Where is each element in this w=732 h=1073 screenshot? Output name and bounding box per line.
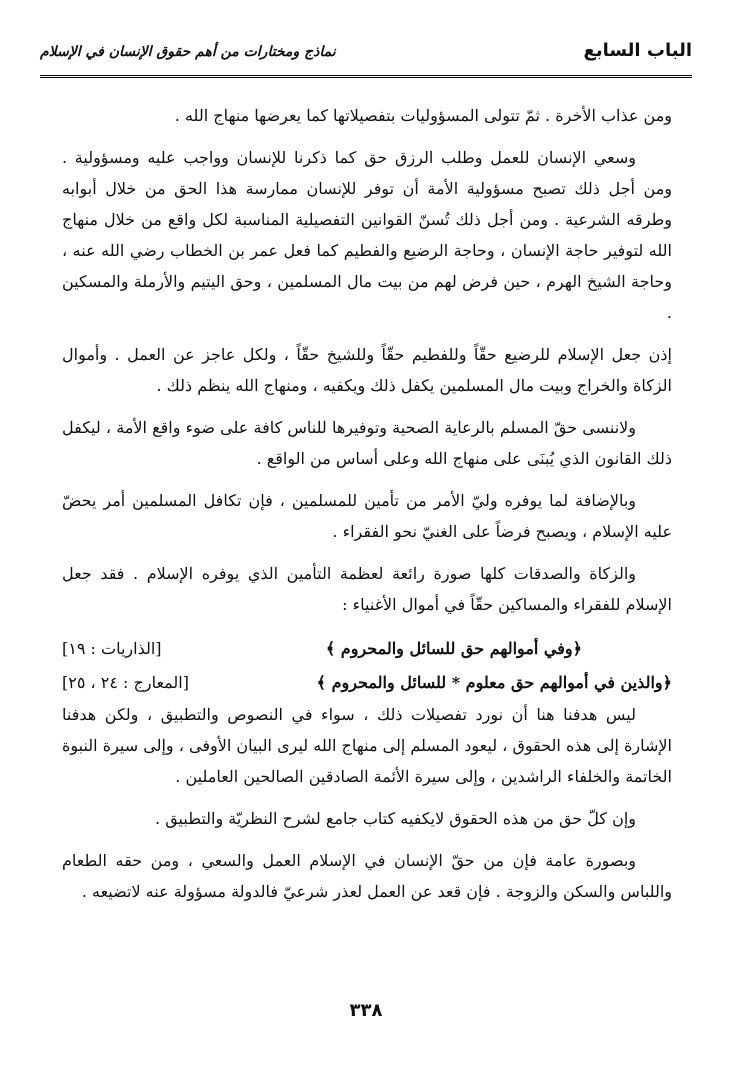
quran-verse [62, 665, 672, 699]
page-number: ٣٣٨ [349, 1000, 383, 1021]
paragraph: وبالإضافة لما يوفره وليّ الأمر من تأمين للمسلمين ، فإن تكافل المسلمين أمر يحضّ عليه الإسلام ، ويصبح فرضاً على الغنيّ نحو الفقراء . [62, 491, 672, 541]
header-divider [40, 75, 692, 78]
verse-reference: [المعارج : ٢٤ ، ٢٥] [62, 672, 189, 692]
verse-text: ﴿وفي أموالهم حق للسائل والمحروم ﴾ [325, 638, 582, 658]
paragraph: إذن جعل الإسلام للرضيع حقّاً وللفطيم حقّاً وللشيخ حقّاً ، ولكل عاجز عن العمل . وأموال الزكاة والخراج وبيت مال المسلمين يكفل ذلك ويكفيه ، ومنهاج الله ينظم ذلك . [62, 345, 672, 395]
quran-verse [62, 631, 672, 665]
header-title: نماذج ومختارات من أهم حقوق الإنسان في الإسلام [40, 44, 336, 60]
page-body [62, 100, 672, 918]
paragraph: ليس هدفنا هنا أن نورد تفصيلات ذلك ، سواء في النصوص والتطبيق ، ولكن هدفنا الإشارة إلى هذه الحقوق ، ليعود المسلم إلى منهاج الله ليرى البيان الأوفى ، وإلى سيرة النبوة الخاتمة والخلفاء الراشدين ، وإلى سيرة الأئمة الصادقين الصالحين العاملين . [62, 705, 672, 786]
running-header [40, 38, 692, 78]
paragraph: والزكاة والصدقات كلها صورة رائعة لعظمة التأمين الذي يوفره الإسلام . فقد جعل الإسلام للفقراء والمساكين حقّاً في أموال الأغنياء : [62, 564, 672, 614]
paragraph: وبصورة عامة فإن من حقّ الإنسان في الإسلام العمل والسعي ، ومن حقه الطعام واللباس والسكن والزوجة . فإن قعد عن العمل لعذر شرعيّ فالدولة مسؤولة عنه لاتضيعه . [62, 851, 672, 901]
verse-text: ﴿والذين في أموالهم حق معلوم * للسائل والمحروم ﴾ [316, 672, 672, 692]
paragraph: وسعي الإنسان للعمل وطلب الرزق حق كما ذكرنا للإنسان وواجب عليه ومسؤولية . ومن أجل ذلك تصبح مسؤولية الأمة أن توفر للإنسان ممارسة هذا الحق من خلال أبوابه وطرقه الشرعية . ومن أجل ذلك تُسنّ القوانين التفصيلية المناسبة لكل واقع من خلال منهاج الله لتوفير حاجة الإنسان ، وحاجة الرضيع والفطيم كما فعل عمر بن الخطاب رضي الله عنه ، وحاجة الشيخ الهرم ، حين فرض لهم من بيت مال المسلمين ، وحق اليتيم والأرملة والمسكين . [62, 148, 672, 322]
paragraph: ومن عذاب الأخرة . ثمّ تتولى المسؤوليات بتفصيلاتها كما يعرضها منهاج الله . [174, 106, 672, 125]
paragraph: ولاننسى حقّ المسلم بالرعاية الصحية وتوفيرها للناس كافة على ضوء واقع الأمة ، ليكفل ذلك القانون الذي يُبنَى على منهاج الله وعلى أساس من الواقع . [62, 418, 672, 468]
verse-reference: [الذاريات : ١٩] [62, 638, 162, 658]
chapter-label: الباب السابع [583, 40, 692, 61]
paragraph: وإن كلّ حق من هذه الحقوق لايكفيه كتاب جامع لشرح النظريّة والتطبيق . [155, 809, 636, 828]
